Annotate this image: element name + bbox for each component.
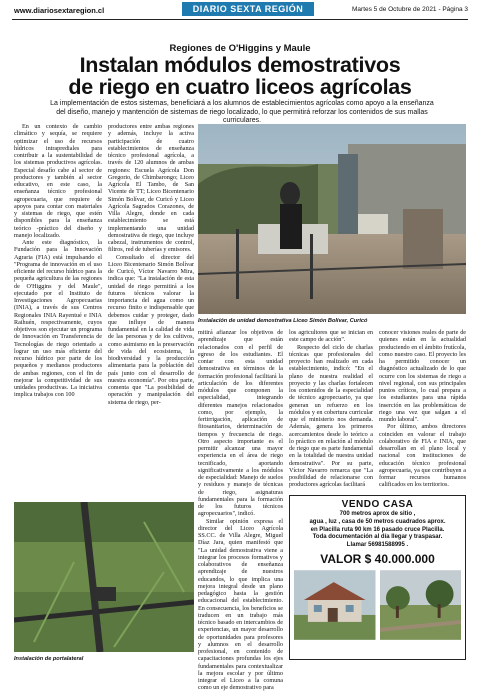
- main-photo: [198, 124, 466, 314]
- headline: [0, 54, 480, 98]
- ad-title: VENDO CASA: [341, 499, 414, 510]
- kicker: Regiones de O'Higgins y Maule: [169, 43, 311, 54]
- body-column-1: [14, 124, 102, 400]
- ad-line: agua , luz , casa de 50 metros cuadrados aprox.: [309, 518, 446, 525]
- secondary-photo-caption: Instalación de portalateral: [14, 656, 84, 662]
- paragraph: los agricultores que se inician en este campo de acción".: [289, 330, 373, 344]
- paragraph: Ante este diagnóstico, la Fundación para la Innovación Agraria (FIA) está impulsando el "Programa de innovación en el uso eficiente del recurso hídrico para la pequeña agricultura de las regiones de O'Higgins y del Maule", ejecutado por el Instituto de Investigaciones Agropecuarias (INIA), a través de sus Centros Regionales INIA Rayentué e INIA Raihuén, respectivamente, cuyos objetivos son ejecutar un programa de Innovación en Transferencia de Tecnologías de riego orientado a lograr un uso más eficiente del recurso hídrico por parte de los pequeños y medianos productores de ambas regiones, con el fin de mejorar la competitividad de sus unidades productivas. La iniciativa implica trabajos con 100: [14, 240, 102, 399]
- ad-price: VALOR $ 40.000.000: [320, 551, 435, 566]
- header-rule: [12, 19, 468, 20]
- paragraph: En un contexto de cambio climático y sequía, se requiere optimizar el uso de recursos hídricos intraprediales para contribuir a la sustentabilidad de los sistemas productivos agrícolas. Especial desafío cabe al sector de productores y también al sector educativo, en este caso, la enseñanza técnico profesional agropecuaria, que requiere de apoyos para contar con materiales y sistemas de riego, que estén disponibles para la enseñanza teórico -práctico del diseño y manejo localizado.: [14, 124, 102, 239]
- ad-body: [290, 511, 465, 550]
- top-bar: [0, 0, 480, 20]
- ad-line: 700 metros aprox de sitio ,: [339, 511, 416, 517]
- secondary-photo: [14, 502, 194, 652]
- newspaper-brand: DIARIO SEXTA REGIÓN: [182, 2, 314, 16]
- paragraph: Por último, ambos directores coinciden en valorar el trabajo colaborativo de FIA e INIA, que desarrollan en el plano local y nacional con instituciones de educación técnico profesional agropecuaria, ya que contribuyen a formar recursos humanos calificados en los territorios.: [379, 424, 466, 489]
- dateline: Martes 5 de Octubre de 2021 - Página 3: [352, 6, 468, 13]
- main-photo-caption: Instalación de unidad demostrativa Liceo Simón Bolívar, Curicó: [198, 318, 368, 324]
- paragraph: Consultado el director del Liceo Bicentenario Simón Bolívar de Curicó, Víctor Navarro Mira, indica que: "La instalación de esta unidad de riego permitirá a los futuros técnicos valorar la importancia del agua como un recurso finito e indispensable que debemos cuidar y proteger, dado que influye de manera fundamental en la calidad de vida de las personas y de los cultivos, como asimismo en la preservación de vida del ecosistema, la biodiversidad y la producción alimentaria para la población del país junto con el desarrollo de nuestra economía". Por otra parte, comenta que "La posibilidad de operación y manipulación del sistema de riego, per-: [108, 254, 194, 406]
- body-column-3: [198, 330, 283, 693]
- lede: La implementación de estos sistemas, beneficiará a los alumnos de establecimientos agrícolas como apoyo a la enseñanza del diseño, manejo y mantención de sistemas de riego localizado, lo que permitirá reforzar los contenidos de sus mallas curriculares.: [50, 100, 434, 125]
- ad-line: en Placilla ruta 90 km 16 pasado cruce Placilla.: [310, 526, 445, 533]
- classified-ad: [289, 495, 466, 660]
- ad-line: Llamar 56981588995 .: [346, 542, 409, 549]
- lot-photo: [380, 570, 462, 640]
- portalateral-photo: [14, 502, 194, 652]
- body-column-4: [289, 330, 373, 490]
- paragraph: productores entre ambas regiones y además, incluye la activa participación de cuatro establecimientos de enseñanza técnico profesional agrícola, a través de 120 alumnos de ambas regiones: Escuela Agrícola Don Gregorio, de Chimbarongo; Liceo Agrícola El Tambo, de San Vicente de TT; Liceo Bicentenario Simón Bolívar, de Curicó y Liceo Agrícola Sagrados Corazones, de Villa Alegre, donde en cada establecimiento se está implementando una unidad demostrativa de riego, que incluye cabezal, instrumentos de control, filtros, red de tuberías y emisores.: [108, 124, 194, 254]
- paragraph: mitirá afianzar los objetivos de aprendizaje que están relacionados con el perfil de egreso de los estudiantes. El contar con esta unidad demostrativa en términos de la formación profesional facilitará la articulación de los diferentes módulos que componen la especialidad, integrando diferentes manejos relacionados como, por ejemplo, la fertirrigación, aplicación de fitosanitarios, determinación de tiempos y frecuencia de riego. Otro aspecto importante es el permitir alcanzar una mayor experiencia en el área de riego tecnificado, aportando significativamente a los módulos de especialidad: Manejo de suelos y residuos y manejo de técnicas de riego, asignaturas fundamentales para la formación de los futuros técnicos agropecuarios", indicó.: [198, 330, 283, 518]
- site-url: www.diariosextaregion.cl: [14, 6, 105, 15]
- body-column-2: [108, 124, 194, 407]
- body-column-5: [379, 330, 466, 490]
- irrigation-unit-photo: [198, 124, 466, 314]
- ad-photos: [294, 570, 461, 640]
- paragraph: conocer visiones reales de parte de quienes están en la actualidad produciendo en el ámbito frutícola, como nuestro caso. El proyecto les ha permitido conocer un diagnóstico actualizado de lo que ocurre con los sistemas de riego a nivel regional, con sus principales puntos críticos, lo cual prepara a los estudiantes para una rápida inserción en las problemáticas de riego una vez que salgan a el mundo laboral".: [379, 330, 466, 423]
- paragraph: Respecto del ciclo de charlas técnicas que profesionales del proyecto han realizado en cada establecimiento, indicó: "En el plano de nuestra realidad el proyecto y las charlas fortalecen los contenidos de la especialidad de técnico agropecuario, ya que generan un refuerzo en los módulos y en cobertura curricular que el ministerio nos demanda. Además, genera los primeros acercamientos desde lo teórico a lo práctico en relación al módulo de riego que es parte fundamental en la totalidad de nuestra unidad demostrativa". Por su parte, Víctor Navarro remarca que "La posibilidad de relacionarse con productores agrícolas facilitará: [289, 344, 373, 489]
- ad-line: Toda documentación al día llegar y traspasar.: [312, 534, 443, 541]
- house-photo: [294, 570, 376, 640]
- headline-line-1: Instalan módulos demostrativos: [79, 53, 401, 77]
- paragraph: Similar opinión expresa el director del Liceo Agrícola SS.CC. de Villa Alegre, Miguel Díaz Jara, quien manifestó que "La unidad demostrativa viene a integrar los procesos formativos y colaborativos de enseñanza aprendizaje de nuestros educandos, lo que implica una mejora integral desde un plano pedagógico hasta la gestión educacional del establecimiento. En consecuencia, los beneficios se traducen en un trabajo más técnico basado en intercambios de experiencias, un mayor desarrollo de oportunidades para profesores y alumnos en el desarrollo profesional, en contenido de capacitaciones profundas los ejes fundamentales para contextualizar la mejora escolar y por último integrar el Liceo a la comuna como un eje demostrativo para: [198, 518, 283, 692]
- headline-line-2: de riego en cuatro liceos agrícolas: [68, 75, 412, 99]
